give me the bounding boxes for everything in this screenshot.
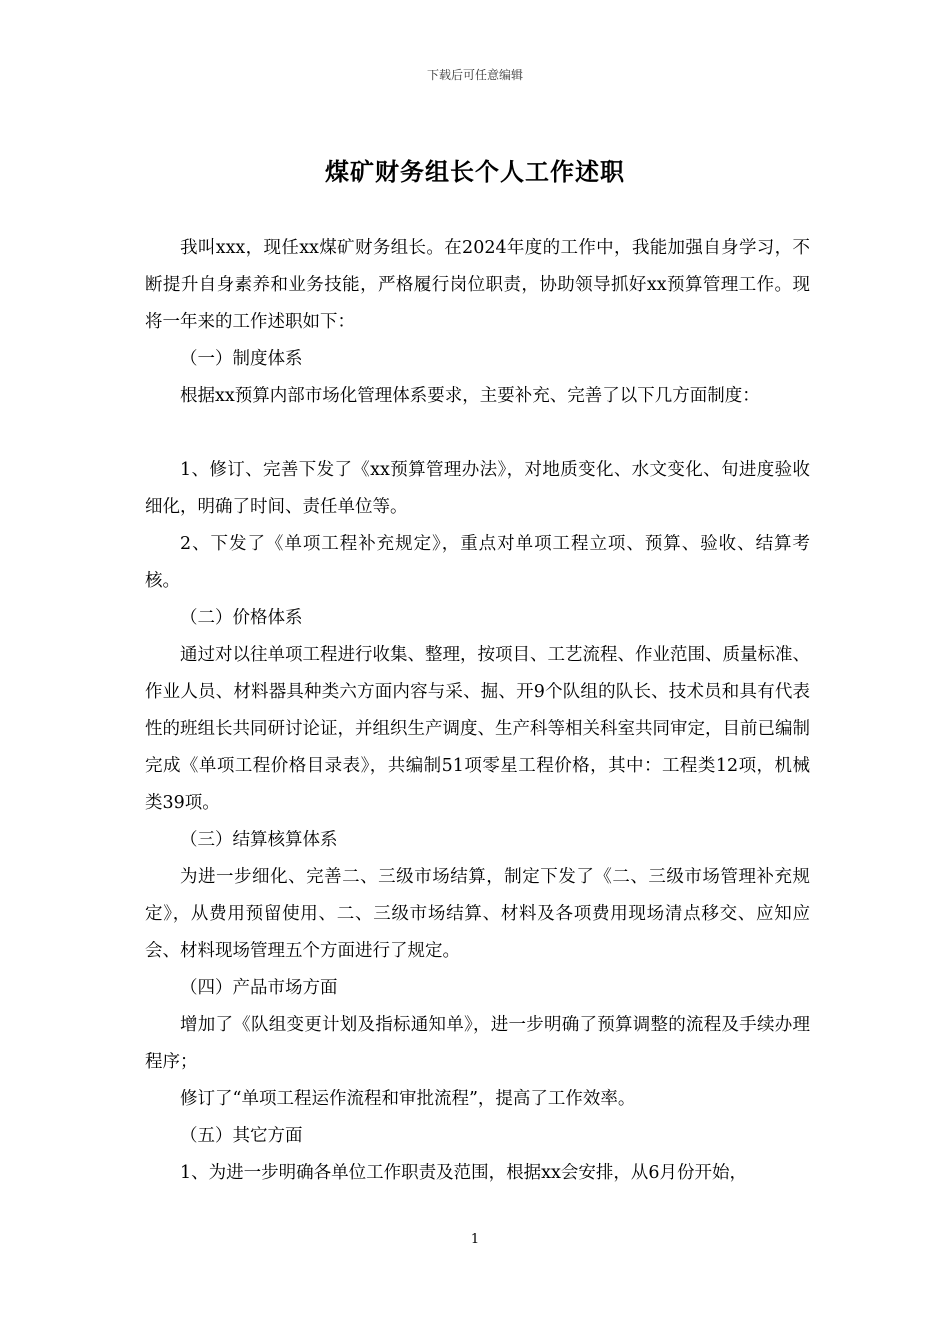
paragraph: 增加了《队组变更计划及指标通知单》，进一步明确了预算调整的流程及手续办理程序； (145, 1015, 810, 1072)
paragraph: 1、为进一步明确各单位工作职责及范围，根据xx会安排，从6月份开始， (180, 1163, 748, 1183)
section-heading-2: （二）价格体系 (180, 608, 303, 628)
intro-paragraph: 我叫xxx，现任xx煤矿财务组长。在2024年度的工作中，我能加强自身学习，不断提升自身素养和业务技能，严格履行岗位职责，协助领导抓好xx预算管理工作。现将一年来的工作述职如下： (145, 238, 810, 332)
paragraph: 1、修订、完善下发了《xx预算管理办法》，对地质变化、水文变化、旬进度验收细化，明确了时间、责任单位等。 (145, 460, 810, 517)
section-heading-3: （三）结算核算体系 (180, 830, 338, 850)
section-heading-4: （四）产品市场方面 (180, 978, 338, 998)
paragraph: 通过对以往单项工程进行收集、整理，按项目、工艺流程、作业范围、质量标准、作业人员、材料器具种类六方面内容与采、掘、开9个队组的队长、技术员和具有代表性的班组长共同研讨论证，并组织生产调度、生产科等相关科室共同审定，目前已编制完成《单项工程价格目录表》，共编制51项零星工程价格，其中：工程类12项，机械类39项。 (145, 645, 810, 813)
section-heading-5: （五）其它方面 (180, 1126, 303, 1146)
page-header-note: 下载后可任意编辑 (426, 68, 523, 82)
section-heading-1: （一）制度体系 (180, 349, 303, 369)
paragraph: 2、下发了《单项工程补充规定》，重点对单项工程立项、预算、验收、结算考核。 (145, 534, 810, 591)
paragraph-gap (145, 415, 810, 452)
paragraph: 根据xx预算内部市场化管理体系要求，主要补充、完善了以下几方面制度： (180, 386, 760, 406)
paragraph: 修订了“单项工程运作流程和审批流程”，提高了工作效率。 (180, 1089, 636, 1109)
page-number: 1 (470, 1232, 480, 1247)
document-title: 煤矿财务组长个人工作述职 (325, 157, 625, 186)
document-body (145, 230, 810, 1192)
paragraph: 为进一步细化、完善二、三级市场结算，制定下发了《二、三级市场管理补充规定》，从费用预留使用、二、三级市场结算、材料及各项费用现场清点移交、应知应会、材料现场管理五个方面进行了规定。 (145, 867, 810, 961)
